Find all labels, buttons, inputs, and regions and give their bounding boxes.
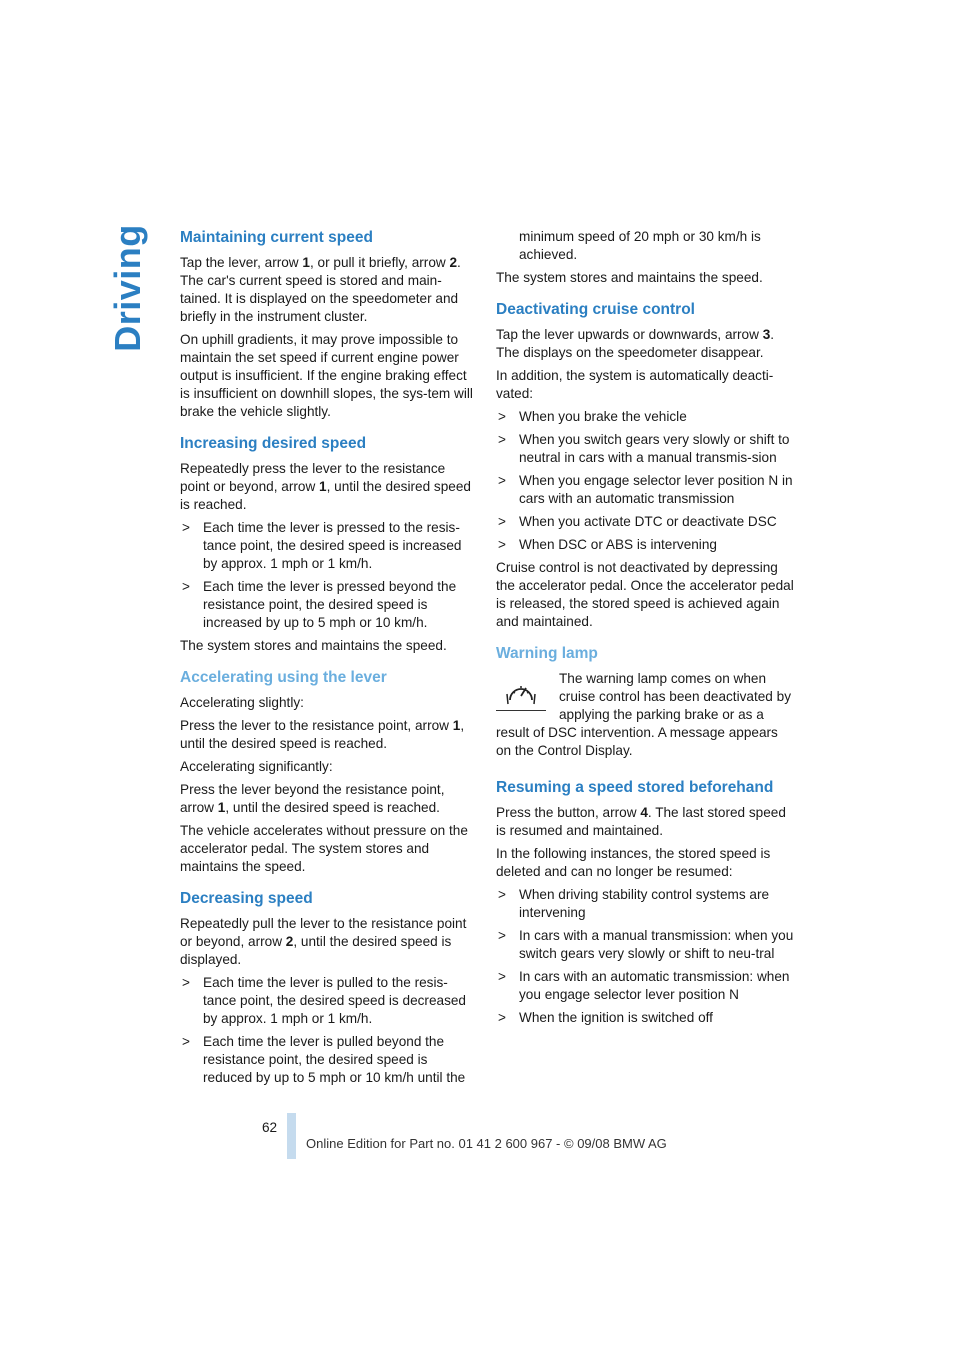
list-item-text: minimum speed of 20 mph or 30 km/h is achieved. bbox=[519, 229, 761, 262]
paragraph: Accelerating slightly: bbox=[180, 695, 304, 710]
list-item bbox=[496, 968, 794, 1004]
heading-accelerating: Accelerating using the lever bbox=[180, 669, 387, 686]
arrow-number: 1 bbox=[319, 479, 327, 494]
section-accelerating bbox=[180, 668, 478, 876]
footer-accent-bar bbox=[287, 1113, 296, 1159]
bullet-mark: > bbox=[498, 473, 506, 488]
list-item-text: In cars with an automatic transmission: when you engage selector lever position N bbox=[519, 969, 790, 1002]
bullet-mark: > bbox=[498, 887, 506, 902]
text: , until the desired speed is displayed. bbox=[180, 934, 452, 967]
list-item bbox=[180, 1033, 478, 1087]
list-item-text: Each time the lever is pulled to the resis-tance point, the desired speed is decreased by approx. 1 mph or 1 km/h. bbox=[203, 975, 466, 1026]
list-item bbox=[496, 431, 794, 467]
text: Repeatedly press the lever to the resistance point or beyond, arrow bbox=[180, 461, 446, 494]
bullet-mark: > bbox=[498, 537, 506, 552]
text: Tap the lever upwards or downwards, arrow bbox=[496, 327, 763, 342]
list-item-text: When you brake the vehicle bbox=[519, 409, 687, 424]
paragraph bbox=[180, 915, 478, 969]
heading-resuming: Resuming a speed stored beforehand bbox=[496, 779, 774, 796]
heading-deactivating: Deactivating cruise control bbox=[496, 301, 695, 318]
text: , until the desired speed is reached. bbox=[180, 479, 471, 512]
list-item-text: Each time the lever is pulled beyond the resistance point, the desired speed is reduced by up to 5 mph or 10 km/h until the bbox=[203, 1034, 466, 1085]
paragraph bbox=[180, 460, 478, 514]
heading-decreasing-speed: Decreasing speed bbox=[180, 890, 313, 907]
list-item-text: When you engage selector lever position N in cars with an automatic transmission bbox=[519, 473, 793, 506]
text: . The car's current speed is stored and main-tained. It is displayed on the speedometer and briefly in the instrument cluster. bbox=[180, 255, 461, 324]
page-number: 62 bbox=[262, 1120, 278, 1135]
paragraph: In the following instances, the stored speed is deleted and can no longer be resumed: bbox=[496, 846, 771, 879]
list-item-text: When driving stability control systems are intervening bbox=[519, 887, 770, 920]
bullet-mark: > bbox=[182, 1034, 190, 1049]
paragraph bbox=[180, 717, 478, 753]
heading-maintaining-speed: Maintaining current speed bbox=[180, 229, 373, 246]
paragraph: On uphill gradients, it may prove impossible to maintain the set speed if current engine power output is insufficient. If the engine braking effect is insufficient on downhill slopes, the sys-tem will brake the vehicle slightly. bbox=[180, 332, 473, 419]
chapter-side-title bbox=[98, 224, 158, 352]
bullet-mark: > bbox=[498, 969, 506, 984]
section-resuming bbox=[496, 778, 794, 1027]
bullet-mark: > bbox=[498, 1010, 506, 1025]
bullet-mark: > bbox=[498, 409, 506, 424]
list-item-text: When the ignition is switched off bbox=[519, 1010, 713, 1025]
list-item bbox=[180, 974, 478, 1028]
text: Repeatedly pull the lever to the resistance point or beyond, arrow bbox=[180, 916, 467, 949]
list-item bbox=[496, 1009, 794, 1027]
paragraph bbox=[496, 326, 794, 362]
list-item bbox=[496, 886, 794, 922]
list-item-text: In cars with a manual transmission: when you switch gears very slowly or shift to neu-tral bbox=[519, 928, 794, 961]
paragraph bbox=[496, 804, 794, 840]
list-item-text: When you switch gears very slowly or shift to neutral in cars with a manual transmis-sion bbox=[519, 432, 790, 465]
text: Press the button, arrow bbox=[496, 805, 641, 820]
arrow-number: 2 bbox=[449, 255, 458, 270]
arrow-number: 4 bbox=[640, 805, 648, 820]
list-item-continuation bbox=[496, 228, 794, 264]
list-item-text: Each time the lever is pressed to the resis-tance point, the desired speed is increased by approx. 1 mph or 1 km/h. bbox=[203, 520, 462, 571]
list-item bbox=[496, 927, 794, 963]
cruise-control-warning-icon bbox=[496, 674, 546, 711]
text: Press the lever beyond the resistance point, arrow bbox=[180, 782, 445, 815]
right-column bbox=[496, 228, 794, 1040]
text: , until the desired speed is reached. bbox=[180, 718, 465, 751]
paragraph: The vehicle accelerates without pressure on the accelerator pedal. The system stores and maintains the speed. bbox=[180, 823, 468, 874]
paragraph: Accelerating significantly: bbox=[180, 759, 333, 774]
bullet-mark: > bbox=[182, 520, 190, 535]
list-item bbox=[496, 536, 794, 554]
list-item bbox=[496, 472, 794, 508]
paragraph: In addition, the system is automatically deacti-vated: bbox=[496, 368, 774, 401]
bullet-spacer bbox=[496, 228, 519, 264]
text: Press the lever to the resistance point, arrow bbox=[180, 718, 453, 733]
text: . The displays on the speedometer disappear. bbox=[496, 327, 775, 360]
text: , or pull it briefly, arrow bbox=[309, 255, 450, 270]
list-item bbox=[496, 513, 794, 531]
chapter-title-text: Driving bbox=[107, 224, 148, 352]
footer-edition-text: Online Edition for Part no. 01 41 2 600 967 - © 09/08 BMW AG bbox=[306, 1136, 667, 1151]
bullet-mark: > bbox=[498, 432, 506, 447]
list-item bbox=[180, 519, 478, 573]
paragraph: The system stores and maintains the speed. bbox=[496, 270, 763, 285]
arrow-number: 1 bbox=[302, 255, 310, 270]
paragraph bbox=[180, 781, 478, 817]
list-item-text: When you activate DTC or deactivate DSC bbox=[519, 514, 777, 529]
bullet-mark: > bbox=[182, 975, 190, 990]
list-item-text: Each time the lever is pressed beyond the resistance point, the desired speed is increased by up to 5 mph or 10 km/h. bbox=[203, 579, 457, 630]
section-maintaining-speed bbox=[180, 228, 478, 421]
bullet-mark: > bbox=[498, 514, 506, 529]
section-warning-lamp bbox=[496, 644, 794, 765]
paragraph: Cruise control is not deactivated by depressing the accelerator pedal. Once the accelerator pedal is released, the stored speed is achieved again and maintained. bbox=[496, 560, 794, 629]
arrow-number: 3 bbox=[762, 327, 771, 342]
arrow-number: 1 bbox=[452, 718, 461, 733]
paragraph: The warning lamp comes on when cruise control has been deactivated by applying the parking brake or as a result of DSC intervention. A message appears on the Control Display. bbox=[496, 671, 791, 758]
left-column bbox=[180, 228, 478, 1100]
text: . The last stored speed is resumed and maintained. bbox=[496, 805, 786, 838]
heading-increasing-speed: Increasing desired speed bbox=[180, 435, 367, 452]
paragraph bbox=[180, 254, 478, 326]
heading-warning-lamp: Warning lamp bbox=[496, 645, 598, 662]
section-increasing-speed bbox=[180, 434, 478, 655]
text: , until the desired speed is reached. bbox=[225, 800, 440, 815]
paragraph: The system stores and maintains the speed. bbox=[180, 638, 447, 653]
text: Tap the lever, arrow bbox=[180, 255, 303, 270]
arrow-number: 1 bbox=[217, 800, 226, 815]
list-item-text: When DSC or ABS is intervening bbox=[519, 537, 717, 552]
section-decreasing-speed bbox=[180, 889, 478, 1087]
arrow-number: 2 bbox=[285, 934, 294, 949]
list-item bbox=[180, 578, 478, 632]
bullet-mark: > bbox=[498, 928, 506, 943]
list-item bbox=[496, 408, 794, 426]
bullet-mark: > bbox=[182, 579, 190, 594]
section-deactivating bbox=[496, 300, 794, 631]
